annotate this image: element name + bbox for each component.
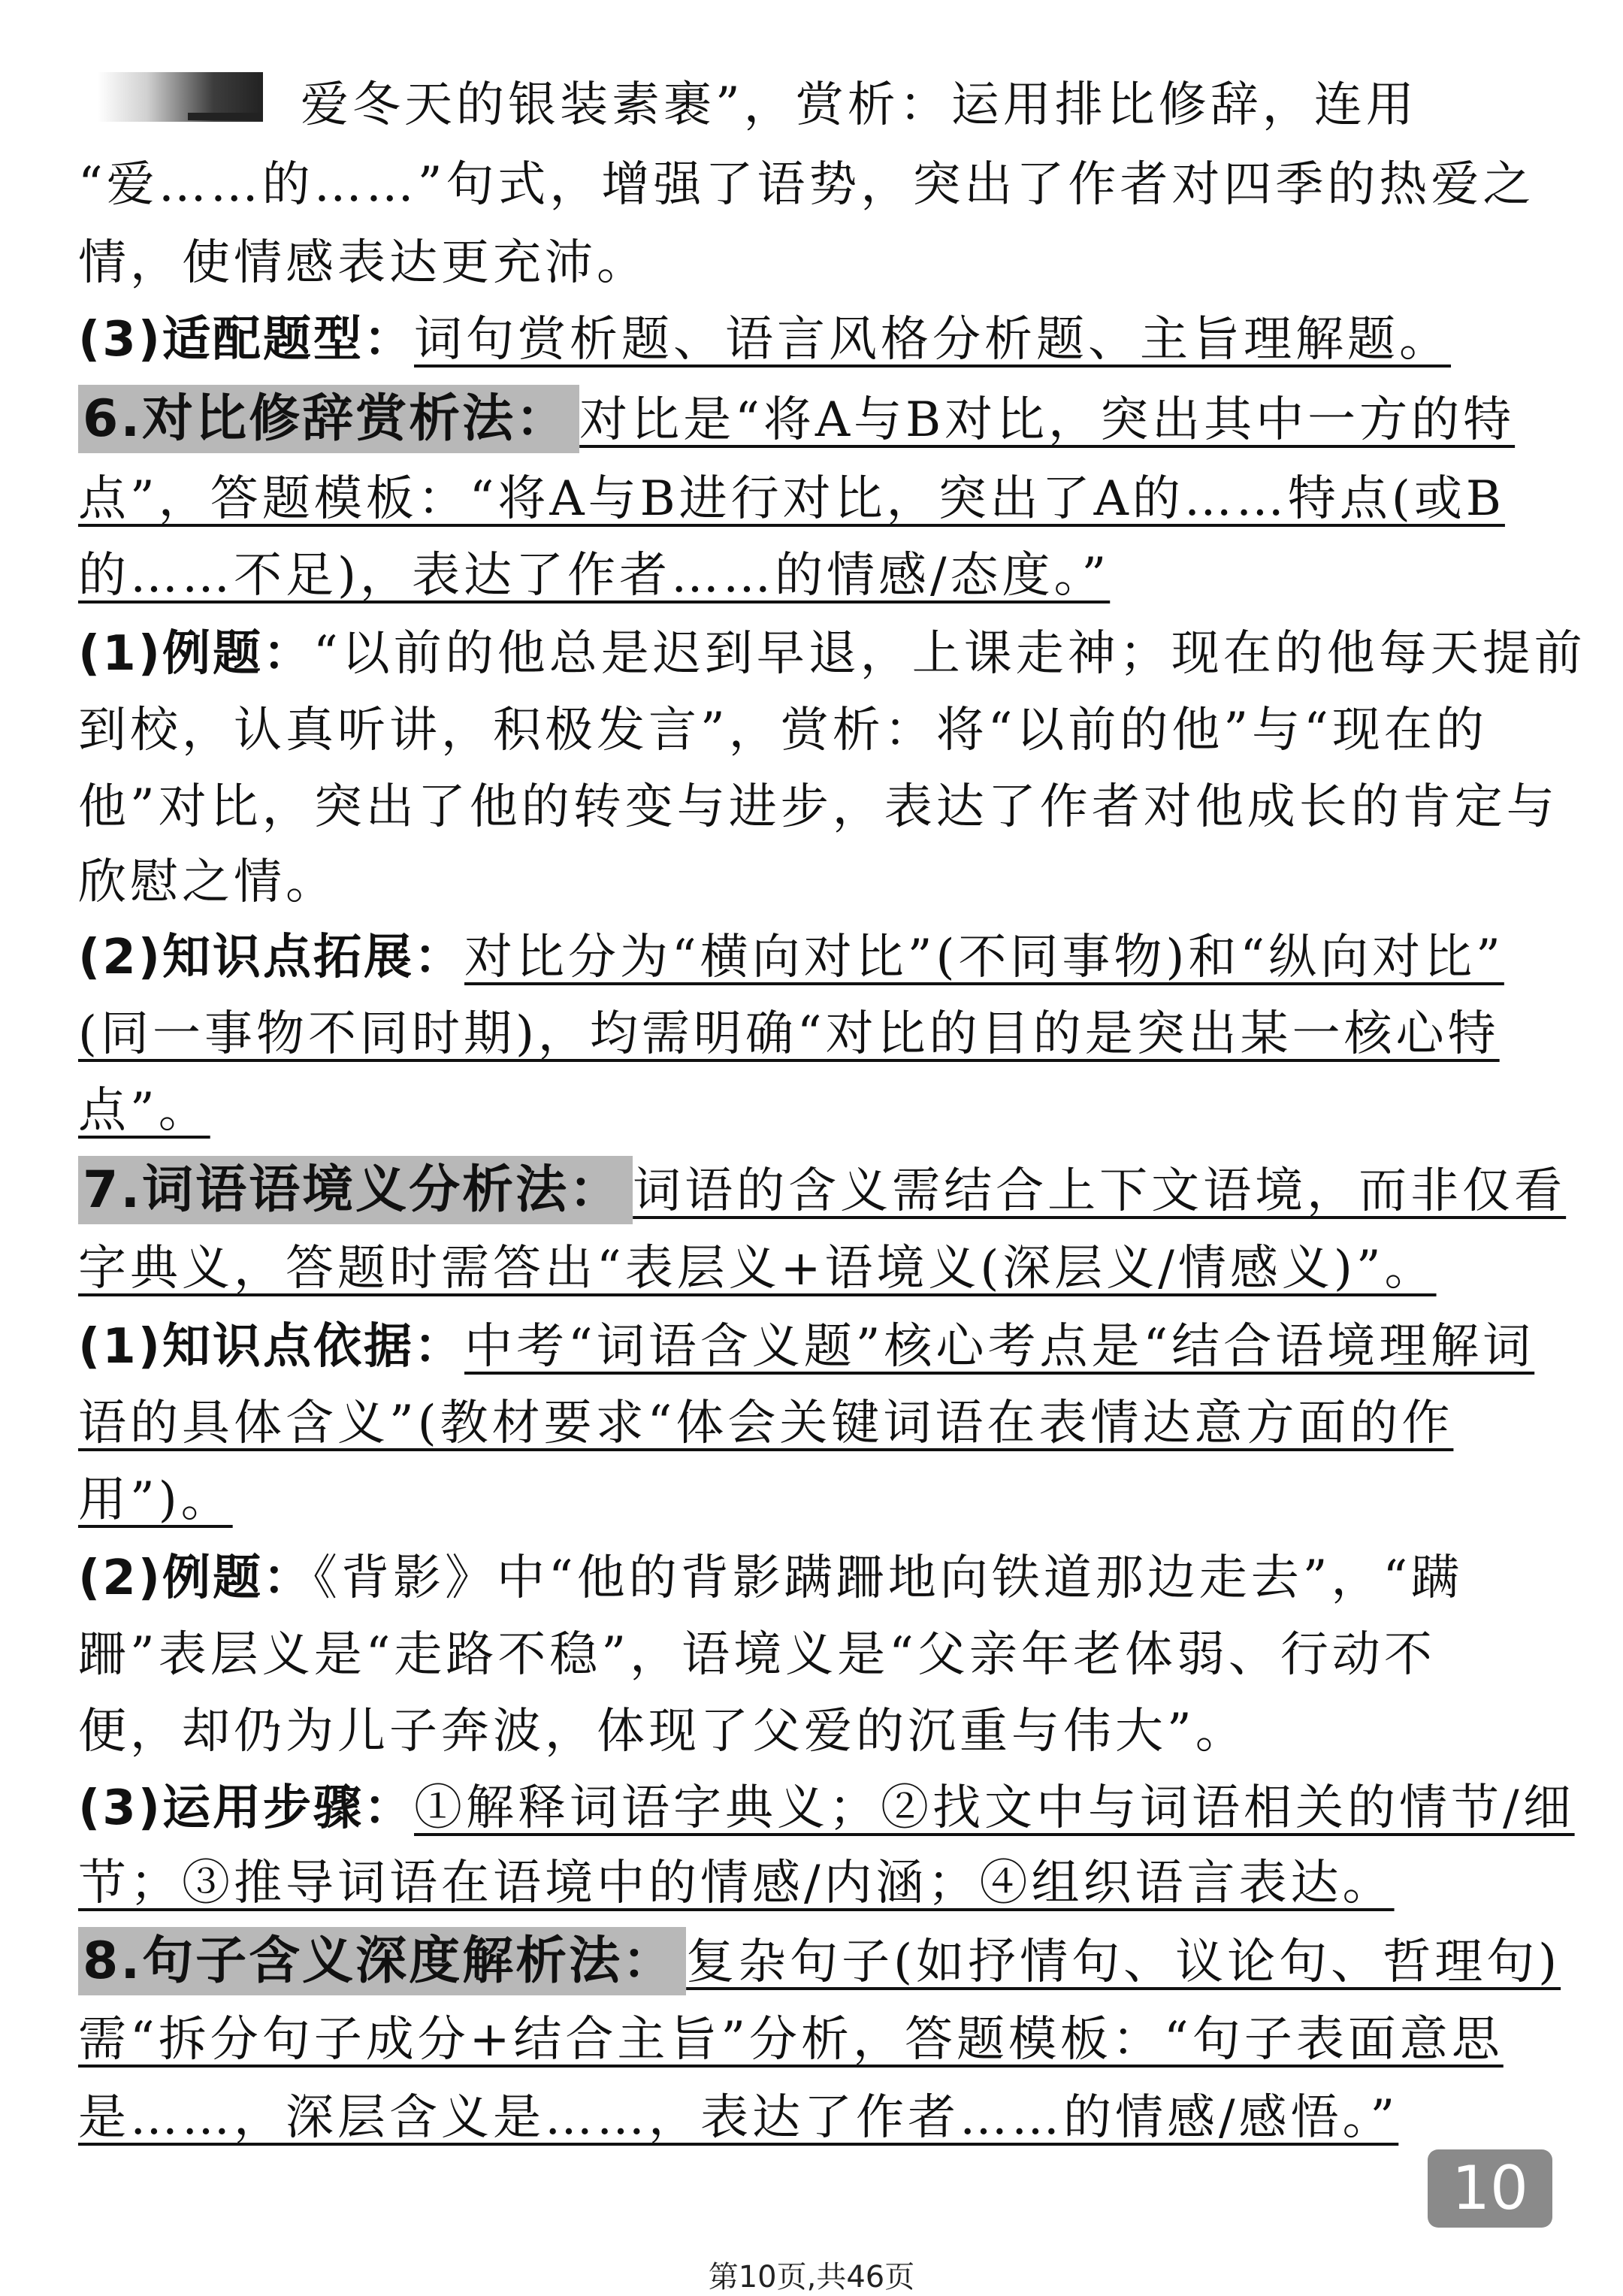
page-number-badge: 10 [1428,2149,1552,2228]
line-text: 爱冬天的银装素裹”，赏析：运用排比修辞，连用 [301,77,1418,133]
section-heading-line [78,382,1551,457]
text-line [78,1617,1551,1693]
line-text: 词句赏析题、语言风格分析题、主旨理解题。 [414,312,1452,368]
line-text: 点”。 [78,1083,210,1139]
text-line [78,1771,1575,1846]
section-heading: 6.对比修辞赏析法： [78,385,579,453]
section-heading: 7.词语语境义分析法： [78,1156,633,1224]
line-text: 《背影》中“他的背影蹒跚地向铁道那边走去”，“蹒 [313,1550,1464,1606]
section-heading-line [78,1924,1561,1999]
line-text: (同一事物不同时期)，均需明确“对比的目的是突出某一核心特 [78,1006,1500,1062]
text-line [78,1386,1551,1461]
line-text: 是……，深层含义是……，表达了作者……的情感/感悟。” [78,2090,1399,2146]
line-text: 欣慰之情。 [78,855,337,910]
item-label: (2)例题： [78,1550,314,1606]
text-line [78,920,1551,995]
text-line [78,1231,1551,1306]
item-label: (3)适配题型： [78,312,415,368]
line-text: 对比分为“横向对比”(不同事物)和“纵向对比” [464,930,1504,985]
line-text: 便，却仍为儿子奔波，体现了父爱的沉重与伟大”。 [78,1704,1247,1759]
text-line [78,538,1551,613]
line-text: “以前的他总是迟到早退，上课走神；现在的他每天提前 [313,626,1586,682]
text-line [78,302,1551,377]
line-text: “爱……的……”句式，增强了语势，突出了作者对四季的热爱之 [78,157,1535,213]
line-text: 词语的含义需结合上下文语境，而非仅看 [633,1163,1567,1219]
line-text: 需“拆分句子成分+结合主旨”分析，答题模板：“句子表面意思 [78,2012,1504,2068]
text-line [78,461,1551,537]
line-text: 到校，认真听讲，积极发言”，赏析：将“以前的他”与“现在的 [78,703,1488,758]
blurred-mark-bar [188,113,263,120]
text-line [78,1309,1551,1384]
line-text: 复杂句子(如抒情句、议论句、哲理句) [686,1935,1561,1990]
text-line [78,1694,1551,1769]
item-label: (1)例题： [78,626,314,682]
text-line [78,1541,1551,1616]
line-text: 情，使情感表达更充沛。 [78,235,648,291]
text-line [78,1073,1551,1148]
text-line [78,2002,1551,2077]
text-line [78,225,1551,301]
page-footer: 第10页,共46页 [708,2260,915,2294]
text-line [78,770,1558,845]
text-line [78,1463,1551,1538]
line-text: 节；③推导词语在语境中的情感/内涵；④组织语言表达。 [78,1856,1395,1911]
item-label: (1)知识点依据： [78,1319,465,1375]
section-heading-line [78,1153,1567,1228]
line-text: 中考“词语含义题”核心考点是“结合语境理解词 [464,1319,1535,1375]
text-line [78,693,1551,768]
line-text: ①解释词语字典义；②找文中与词语相关的情节/细 [414,1780,1575,1836]
line-text: 用”)。 [78,1472,233,1528]
line-text: 对比是“将A与B对比，突出其中一方的特 [579,392,1516,448]
line-text: 他”对比，突出了他的转变与进步，表达了作者对他成长的肯定与 [78,779,1558,835]
text-line [78,997,1551,1072]
text-line [78,147,1551,222]
item-label: (2)知识点拓展： [78,930,465,985]
line-text: 点”，答题模板：“将A与B进行对比，突出了A的……特点(或B [78,471,1505,527]
line-text: 语的具体含义”(教材要求“体会关键词语在表情达意方面的作 [78,1396,1454,1451]
text-line [78,845,1551,920]
item-label: (3)运用步骤： [78,1780,415,1836]
line-text: 的……不足)，表达了作者……的情感/态度。” [78,548,1111,603]
text-line [78,1846,1551,1921]
text-line [78,2080,1551,2155]
text-line [78,616,1586,691]
text-line [301,68,1548,143]
line-text: 字典义，答题时需答出“表层义+语境义(深层义/情感义)”。 [78,1241,1437,1296]
section-heading: 8.句子含义深度解析法： [78,1927,686,1995]
line-text: 跚”表层义是“走路不稳”，语境义是“父亲年老体弱、行动不 [78,1627,1436,1683]
